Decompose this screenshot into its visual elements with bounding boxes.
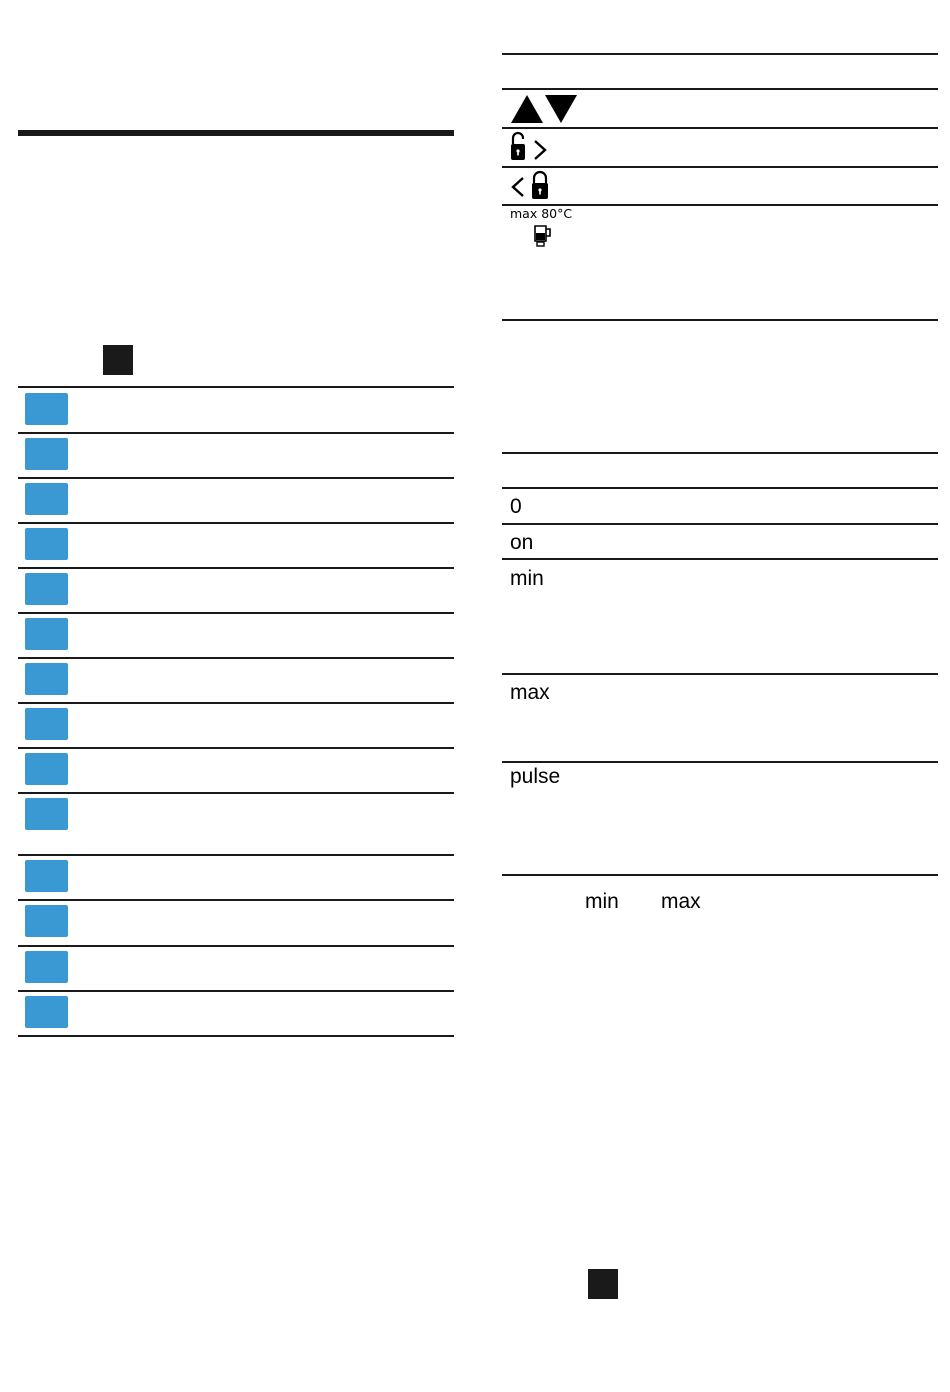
- parts-item-marker: [25, 905, 68, 937]
- parts-list-rule: [18, 990, 454, 992]
- black-square-marker: [103, 345, 133, 375]
- parts-list-rule: [18, 1035, 454, 1037]
- parts-list-rule: [18, 747, 454, 749]
- parts-list-rule: [18, 522, 454, 524]
- settings-table-rule: [502, 452, 938, 454]
- settings-table-rule: [502, 558, 938, 560]
- parts-list-rule: [18, 702, 454, 704]
- parts-list-rule: [18, 567, 454, 569]
- parts-item-marker: [25, 798, 68, 830]
- parts-list-rule: [18, 899, 454, 901]
- setting-off-label: 0: [510, 495, 522, 518]
- unlock-arrow-icon: [510, 131, 550, 161]
- parts-item-marker: [25, 753, 68, 785]
- parts-item-marker: [25, 393, 68, 425]
- parts-item-marker: [25, 996, 68, 1028]
- parts-item-marker: [25, 618, 68, 650]
- parts-list-rule: [18, 432, 454, 434]
- black-square-marker: [588, 1269, 618, 1299]
- symbols-table-rule: [502, 166, 938, 168]
- symbols-table-rule: [502, 319, 938, 321]
- parts-list-rule: [18, 612, 454, 614]
- symbols-table-rule: [502, 88, 938, 90]
- up-down-triangles-icon: [510, 94, 578, 124]
- section-heading-rule: [18, 130, 454, 136]
- parts-item-marker: [25, 483, 68, 515]
- symbols-table-rule: [502, 53, 938, 55]
- parts-list-rule: [18, 386, 454, 388]
- settings-table-rule: [502, 874, 938, 876]
- lock-arrow-icon: [510, 170, 552, 200]
- parts-item-marker: [25, 528, 68, 560]
- parts-list-rule: [18, 792, 454, 794]
- blender-jug-icon: [533, 225, 553, 248]
- settings-table-rule: [502, 487, 938, 489]
- symbols-table-rule: [502, 127, 938, 129]
- setting-min-label: min: [510, 567, 544, 590]
- max-temperature-label: max 80°C: [510, 206, 573, 221]
- parts-list-rule: [18, 854, 454, 856]
- parts-list-rule: [18, 477, 454, 479]
- setting-pulse-label: pulse: [510, 765, 561, 788]
- parts-list-rule: [18, 657, 454, 659]
- parts-item-marker: [25, 438, 68, 470]
- speed-note-max: max: [661, 890, 701, 913]
- setting-max-label: max: [510, 681, 550, 704]
- parts-item-marker: [25, 860, 68, 892]
- setting-on-label: on: [510, 531, 534, 554]
- parts-item-marker: [25, 951, 68, 983]
- settings-table-rule: [502, 523, 938, 525]
- settings-table-rule: [502, 761, 938, 763]
- parts-list-rule: [18, 945, 454, 947]
- parts-item-marker: [25, 708, 68, 740]
- settings-table-rule: [502, 673, 938, 675]
- parts-item-marker: [25, 663, 68, 695]
- parts-item-marker: [25, 573, 68, 605]
- speed-note-min: min: [585, 890, 619, 913]
